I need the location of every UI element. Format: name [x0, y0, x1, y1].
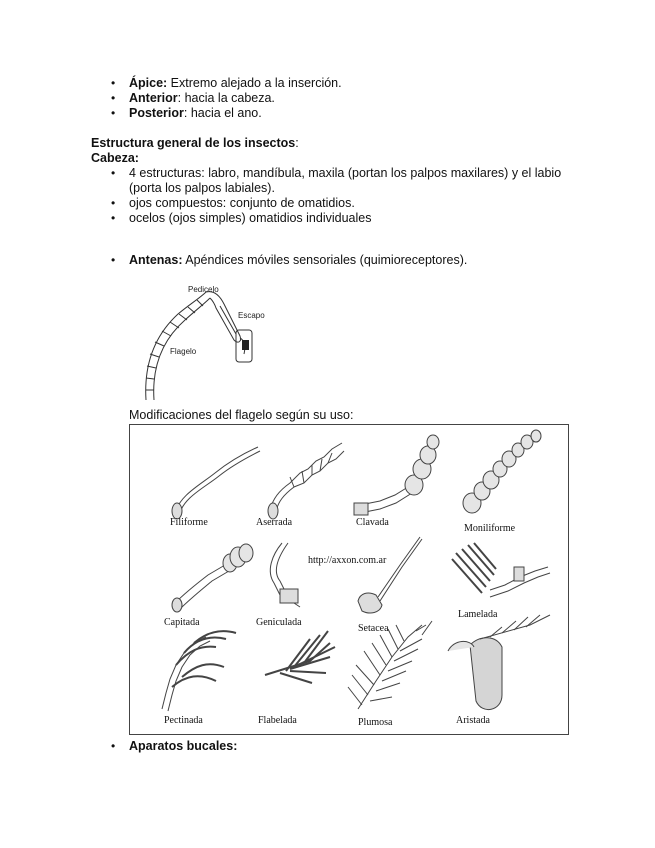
bucales-item [0, 739, 237, 754]
moniliforme-drawing [463, 430, 541, 513]
definition: : hacia la cabeza. [177, 91, 275, 105]
list-item [0, 211, 561, 226]
list-item [0, 166, 561, 196]
setacea-drawing [358, 537, 422, 613]
list-item-text: ocelos (ojos simples) omatidios individuales [129, 211, 372, 225]
definition: Apéndices móviles sensoriales (quimioreceptores). [182, 253, 468, 267]
term: Aparatos bucales: [129, 739, 238, 753]
type-label: Flabelada [258, 715, 297, 726]
type-label: Moniliforme [464, 523, 516, 534]
antenas-item [0, 253, 467, 268]
list-item [0, 196, 561, 211]
term: Ápice: [129, 76, 168, 90]
antenna-types-drawing [130, 425, 568, 734]
head-label: Cabeza: [91, 151, 139, 165]
plumosa-drawing [348, 621, 432, 709]
clavada-drawing [354, 435, 439, 515]
list-item-text: 4 estructuras: labro, mandíbula, maxila (portan los palpos maxilares) y el labio [129, 166, 562, 180]
antenna-types-figure [129, 424, 569, 735]
type-label: Plumosa [358, 717, 393, 728]
definition: Extremo alejado a la inserción. [167, 76, 342, 90]
section-title-colon: : [295, 136, 299, 150]
term: Antenas: [129, 253, 183, 267]
type-label: Setacea [358, 623, 389, 634]
definition: : hacia el ano. [183, 106, 262, 120]
type-label: Filiforme [170, 517, 208, 528]
type-label: Aserrada [256, 517, 293, 528]
list-item [0, 76, 342, 91]
type-label: Aristada [456, 715, 490, 726]
section-heading [91, 136, 299, 151]
list-item [0, 106, 342, 121]
geniculada-drawing [270, 543, 300, 607]
escapo-label: Escapo [238, 311, 265, 320]
definitions-list [0, 76, 342, 121]
antenna-anatomy-diagram [130, 278, 270, 402]
type-label: Clavada [356, 517, 389, 528]
list-item-text: ojos compuestos: conjunto de omatidios. [129, 196, 355, 210]
section-title: Estructura general de los insectos [91, 136, 296, 150]
filiforme-drawing [172, 447, 260, 519]
head-structures-list [0, 166, 561, 226]
list-item-text-cont: (porta los palpos labiales). [129, 181, 275, 195]
capitada-drawing [172, 544, 253, 612]
figure-caption: Modificaciones del flagelo según su uso: [129, 408, 354, 422]
type-label: Capitada [164, 617, 200, 628]
type-label: Lamelada [458, 609, 498, 620]
source-url: http://axxon.com.ar [308, 555, 387, 566]
list-item [0, 91, 342, 106]
list-item [0, 739, 237, 754]
term: Anterior [129, 91, 178, 105]
type-label: Pectinada [164, 715, 203, 726]
aristada-drawing [448, 615, 550, 710]
type-label: Geniculada [256, 617, 302, 628]
term: Posterior [129, 106, 184, 120]
pedicelo-label: Pedicelo [188, 285, 219, 294]
lamelada-drawing [452, 543, 550, 597]
pectinada-drawing [162, 631, 236, 711]
list-item [0, 253, 467, 268]
aserrada-drawing [268, 443, 344, 519]
flagelo-label: Flagelo [170, 347, 197, 356]
flabelada-drawing [265, 631, 335, 683]
